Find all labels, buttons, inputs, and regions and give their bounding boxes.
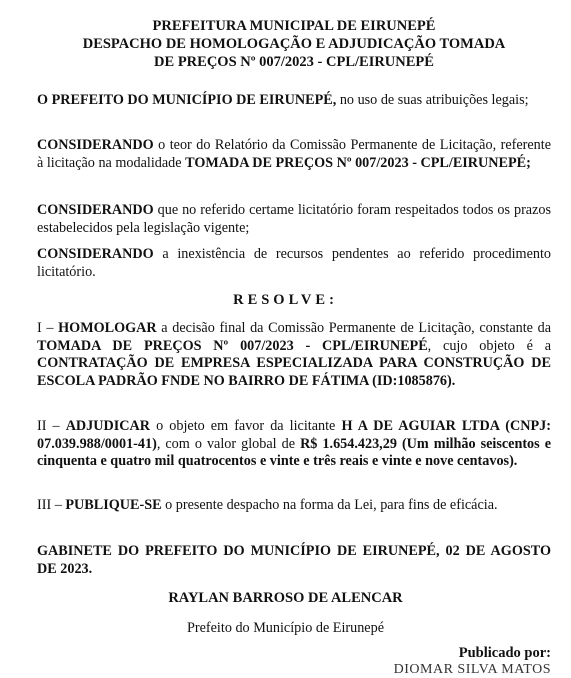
paragraph-considerando-2 <box>37 202 551 237</box>
p7-prefix: III – <box>37 497 66 513</box>
p6-bold-3: R$ 1.654.423,29 (Um milhão seiscentos e cinquenta e quatro mil quatrocentos e vinte e três reais e vinte e nove centavos). <box>37 435 551 469</box>
p5-text: a decisão final da Comissão Permanente de Licitação, constante da <box>156 320 551 336</box>
document-header <box>37 0 551 71</box>
paragraph-considerando-3 <box>37 246 551 281</box>
p6-bold-2: H A DE AGUIAR LTDA (CNPJ: 07.039.988/0001-41) <box>37 418 551 452</box>
p3-text: que no referido certame licitatório foram respeitados todos os prazos estabelecidos pela legislação vigente; <box>37 202 551 236</box>
signer-name: RAYLAN BARROSO DE ALENCAR <box>168 590 403 606</box>
p5-bold-2: TOMADA DE PREÇOS Nº 007/2023 - CPL/EIRUNEPÉ <box>37 337 428 354</box>
p6-text-2: , com o valor global de <box>156 435 301 452</box>
p5-bold-3: CONTRATAÇÃO DE EMPRESA ESPECIALIZADA PARA CONSTRUÇÃO DE ESCOLA PADRÃO FNDE NO BAIRRO DE FÁTIMA (ID:1085876). <box>37 355 551 389</box>
p4-text: a inexistência de recursos pendentes ao referido procedimento licitatório. <box>37 246 551 280</box>
p2-text: o teor do Relatório da Comissão Permanente de Licitação, referente à licitação na modalidade <box>37 137 551 171</box>
paragraph-adjudicar <box>37 418 551 471</box>
gabinete-date-line: GABINETE DO PREFEITO DO MUNICÍPIO DE EIRUNEPÉ, 02 DE AGOSTO DE 2023. <box>37 543 551 577</box>
resolve-heading: RESOLVE: <box>233 292 338 308</box>
publicado-por-label: Publicado por: <box>458 645 551 661</box>
p6-text: o objeto em favor da licitante <box>150 418 342 434</box>
p3-bold: CONSIDERANDO <box>37 202 154 218</box>
p1-bold: O PREFEITO DO MUNICÍPIO DE EIRUNEPÉ, <box>37 92 337 108</box>
header-line-1: PREFEITURA MUNICIPAL DE EIRUNEPÉ <box>152 18 436 34</box>
p7-bold: PUBLIQUE-SE <box>65 497 162 513</box>
p5-text-2: , cujo objeto é a <box>427 337 551 354</box>
paragraph-publique-se <box>37 497 551 515</box>
signer-role: Prefeito do Município de Eirunepé <box>187 620 384 636</box>
p7-text: o presente despacho na forma da Lei, para fins de eficácia. <box>161 497 498 513</box>
header-line-3: DE PREÇOS Nº 007/2023 - CPL/EIRUNEPÉ <box>154 54 434 70</box>
p6-bold: ADJUDICAR <box>65 418 151 434</box>
paragraph-considerando-1 <box>37 137 551 172</box>
p6-prefix: II – <box>37 418 66 434</box>
p2-bold-2: TOMADA DE PREÇOS Nº 007/2023 - CPL/EIRUNEPÉ; <box>185 154 531 171</box>
p1-text: no uso de suas atribuições legais; <box>336 92 529 108</box>
p5-bold: HOMOLOGAR <box>58 320 157 336</box>
p2-bold: CONSIDERANDO <box>37 137 154 153</box>
paragraph-prefeito <box>37 92 551 110</box>
header-line-2: DESPACHO DE HOMOLOGAÇÃO E ADJUDICAÇÃO TOMADA <box>82 36 506 52</box>
p5-prefix: I – <box>37 320 59 336</box>
p4-bold: CONSIDERANDO <box>37 246 154 262</box>
paragraph-homologar <box>37 320 551 390</box>
publicado-por-name: DIOMAR SILVA MATOS <box>393 662 551 677</box>
